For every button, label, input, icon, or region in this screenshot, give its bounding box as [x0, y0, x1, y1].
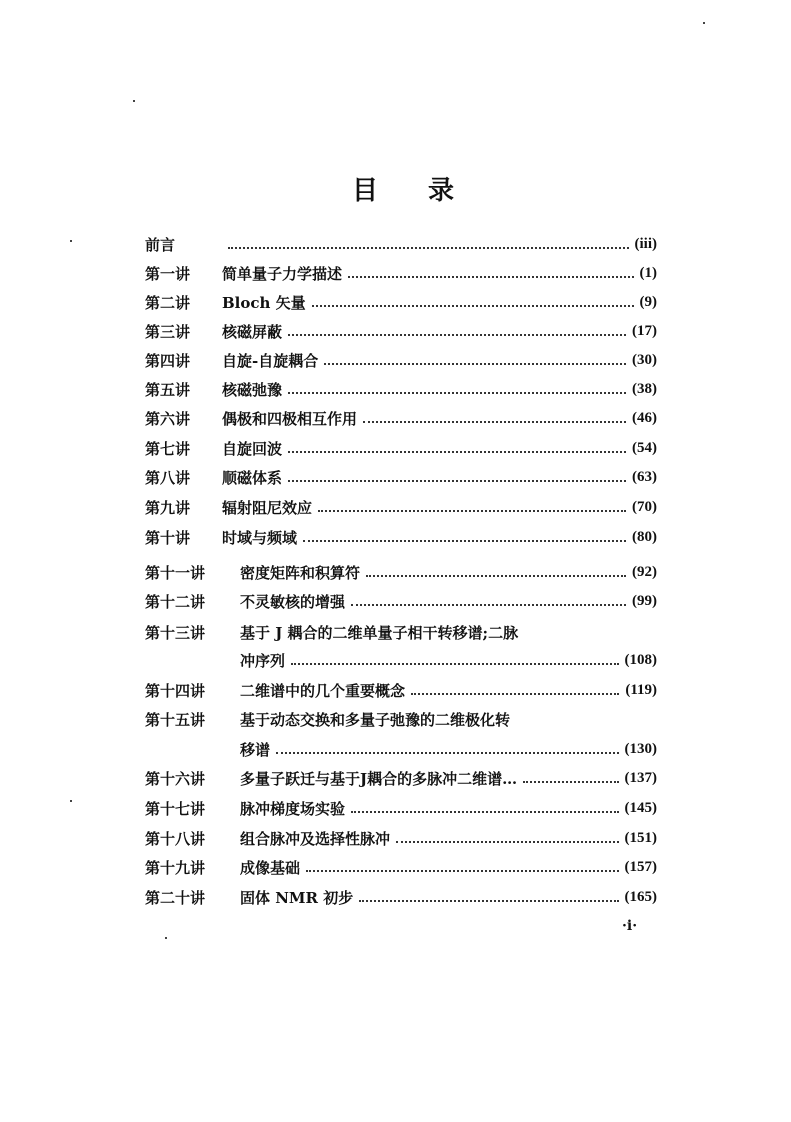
page-number: (99)	[632, 592, 657, 609]
lecture-number: 第六讲	[145, 409, 191, 428]
lecture-title: 组合脉冲及选择性脉冲	[240, 829, 391, 848]
lecture-title: 基于 J 耦合的二维单量子相干转移谱;二脉	[240, 623, 519, 642]
toc-entry[interactable]	[240, 649, 657, 671]
dot-leader	[359, 900, 618, 902]
lecture-title: 成像基础	[240, 858, 301, 877]
page-number: (157)	[624, 858, 657, 875]
scan-speck	[70, 800, 72, 802]
dot-leader	[396, 841, 618, 843]
page-number: (80)	[632, 528, 657, 545]
toc-entry[interactable]	[145, 437, 657, 459]
heading-char-1: 目	[352, 176, 379, 206]
dot-leader	[351, 811, 618, 813]
toc-entry[interactable]	[145, 561, 657, 583]
toc-entry[interactable]	[145, 526, 657, 548]
page-number: (38)	[632, 380, 657, 397]
dot-leader	[303, 540, 626, 542]
page-number: (92)	[632, 563, 657, 580]
page-number: (165)	[624, 888, 657, 905]
lecture-title: 不灵敏核的增强	[240, 592, 346, 611]
lecture-number: 第十讲	[145, 528, 191, 547]
page-number: (137)	[624, 769, 657, 786]
scan-speck	[133, 100, 135, 102]
page-number: (9)	[639, 293, 657, 310]
lecture-number: 第十六讲	[145, 769, 206, 788]
toc-entry[interactable]	[145, 621, 657, 643]
toc-entry[interactable]	[145, 291, 657, 313]
dot-leader	[228, 247, 629, 249]
dot-leader	[351, 604, 626, 606]
toc-entry[interactable]	[145, 679, 657, 701]
page-number: (iii)	[634, 235, 657, 252]
page-number: (30)	[632, 351, 657, 368]
lecture-number: 第十二讲	[145, 592, 206, 611]
toc-entry[interactable]	[145, 496, 657, 518]
page-number: (63)	[632, 468, 657, 485]
lecture-number: 第十七讲	[145, 799, 206, 818]
lecture-title: 核磁弛豫	[222, 380, 283, 399]
page-number: (145)	[624, 799, 657, 816]
lecture-title: 偶极和四极相互作用	[222, 409, 358, 428]
lecture-title: 固体 NMR 初步	[240, 888, 354, 907]
lecture-title: 二维谱中的几个重要概念	[240, 681, 406, 700]
lecture-number: 第四讲	[145, 351, 191, 370]
lecture-title: 简单量子力学描述	[222, 264, 343, 283]
lecture-number: 第二十讲	[145, 888, 206, 907]
lecture-number: 第一讲	[145, 264, 191, 283]
lecture-number: 第十一讲	[145, 563, 206, 582]
lecture-number: 第三讲	[145, 322, 191, 341]
lecture-number: 第二讲	[145, 293, 191, 312]
lecture-title: 时域与频域	[222, 528, 298, 547]
page-number: (151)	[624, 829, 657, 846]
dot-leader	[348, 276, 633, 278]
toc-entry[interactable]	[240, 738, 657, 760]
lecture-number: 前言	[145, 235, 176, 254]
page-number: (119)	[625, 681, 657, 698]
lecture-title: 冲序列	[240, 651, 286, 670]
dot-leader	[288, 392, 626, 394]
dot-leader	[411, 693, 619, 695]
lecture-number: 第八讲	[145, 468, 191, 487]
page-folio: ·i·	[622, 918, 638, 934]
dot-leader	[312, 305, 634, 307]
lecture-number: 第十三讲	[145, 623, 206, 642]
toc-entry[interactable]	[145, 827, 657, 849]
toc-entry[interactable]	[145, 407, 657, 429]
toc-entry[interactable]	[145, 797, 657, 819]
page-number: (130)	[624, 740, 657, 757]
page-number: (1)	[639, 264, 657, 281]
dot-leader	[318, 510, 626, 512]
lecture-title: 脉冲梯度场实验	[240, 799, 346, 818]
dot-leader	[324, 363, 626, 365]
dot-leader	[306, 870, 618, 872]
toc-entry[interactable]	[145, 886, 657, 908]
lecture-number: 第十八讲	[145, 829, 206, 848]
dot-leader	[366, 575, 626, 577]
heading-char-2: 录	[428, 176, 455, 206]
toc-entry[interactable]	[145, 233, 657, 255]
toc-entry[interactable]	[145, 262, 657, 284]
lecture-title: 自旋-自旋耦合	[222, 351, 319, 370]
toc-entry[interactable]	[145, 767, 657, 789]
page-number: (70)	[632, 498, 657, 515]
page-number: (17)	[632, 322, 657, 339]
toc-entry[interactable]	[145, 708, 657, 730]
dot-leader	[288, 451, 626, 453]
lecture-number: 第九讲	[145, 498, 191, 517]
dot-leader	[288, 334, 626, 336]
dot-leader	[291, 663, 618, 665]
scan-speck	[70, 240, 72, 242]
lecture-title: 基于动态交换和多量子弛豫的二维极化转	[240, 710, 511, 729]
lecture-title: 顺磁体系	[222, 468, 283, 487]
page-number: (46)	[632, 409, 657, 426]
lecture-number: 第十五讲	[145, 710, 206, 729]
toc-entry[interactable]	[145, 320, 657, 342]
lecture-title: 核磁屏蔽	[222, 322, 283, 341]
lecture-title: 密度矩阵和积算符	[240, 563, 361, 582]
lecture-number: 第五讲	[145, 380, 191, 399]
lecture-title: 多量子跃迁与基于J耦合的多脉冲二维谱…	[240, 769, 518, 788]
toc-entry[interactable]	[145, 590, 657, 612]
dot-leader	[523, 781, 618, 783]
toc-entry[interactable]	[145, 349, 657, 371]
page-number: (108)	[624, 651, 657, 668]
lecture-title: 辐射阻尼效应	[222, 498, 313, 517]
dot-leader	[276, 752, 618, 754]
scan-speck	[703, 22, 705, 24]
scan-speck	[165, 937, 167, 939]
lecture-title: 移谱	[240, 740, 271, 759]
toc-entry[interactable]	[145, 378, 657, 400]
toc-entry[interactable]	[145, 856, 657, 878]
lecture-number: 第十四讲	[145, 681, 206, 700]
toc-entry[interactable]	[145, 466, 657, 488]
page-number: (54)	[632, 439, 657, 456]
dot-leader	[363, 421, 626, 423]
lecture-title: Bloch 矢量	[222, 293, 306, 312]
dot-leader	[288, 480, 626, 482]
lecture-number: 第十九讲	[145, 858, 206, 877]
lecture-number: 第七讲	[145, 439, 191, 458]
lecture-title: 自旋回波	[222, 439, 283, 458]
